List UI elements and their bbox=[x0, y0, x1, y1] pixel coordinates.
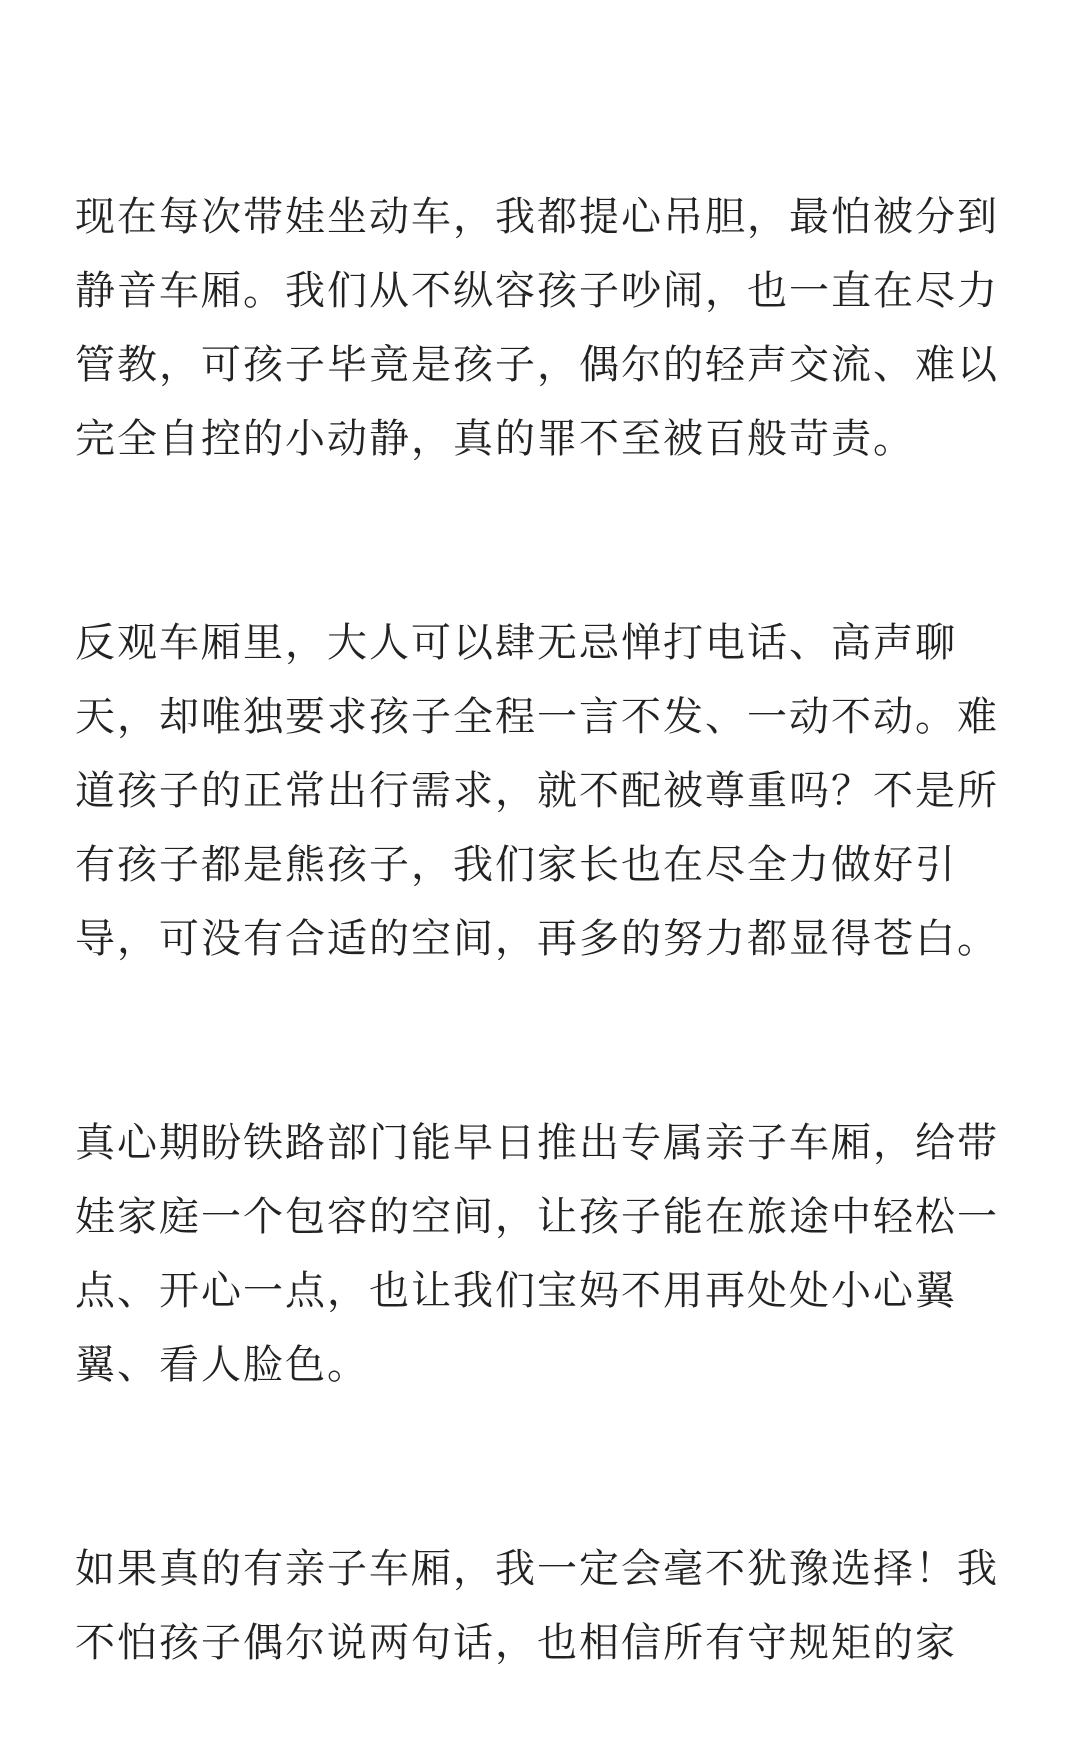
text-line: 导，可没有合适的空间，再多的努力都显得苍白。 bbox=[75, 916, 999, 962]
article-body bbox=[75, 180, 1005, 1680]
text-line: 真心期盼铁路部门能早日推出专属亲子车厢，给带 bbox=[75, 1120, 999, 1166]
paragraph-1 bbox=[75, 180, 1005, 476]
paragraph-2 bbox=[75, 606, 1005, 976]
text-line: 有孩子都是熊孩子，我们家长也在尽全力做好引 bbox=[75, 842, 957, 888]
text-line: 不怕孩子偶尔说两句话，也相信所有守规矩的家 bbox=[75, 1620, 957, 1666]
text-line: 静音车厢。我们从不纵容孩子吵闹，也一直在尽力 bbox=[75, 268, 999, 314]
paragraph-3 bbox=[75, 1106, 1005, 1402]
text-line: 翼、看人脸色。 bbox=[75, 1342, 369, 1388]
text-line: 如果真的有亲子车厢，我一定会毫不犹豫选择！我 bbox=[75, 1546, 999, 1592]
text-line: 点、开心一点，也让我们宝妈不用再处处小心翼 bbox=[75, 1268, 957, 1314]
text-line: 反观车厢里，大人可以肆无忌惮打电话、高声聊 bbox=[75, 620, 957, 666]
paragraph-4 bbox=[75, 1532, 1005, 1680]
text-line: 娃家庭一个包容的空间，让孩子能在旅途中轻松一 bbox=[75, 1194, 999, 1240]
text-line: 天，却唯独要求孩子全程一言不发、一动不动。难 bbox=[75, 694, 999, 740]
text-line: 管教，可孩子毕竟是孩子，偶尔的轻声交流、难以 bbox=[75, 342, 999, 388]
text-line: 现在每次带娃坐动车，我都提心吊胆，最怕被分到 bbox=[75, 194, 999, 240]
text-line: 完全自控的小动静，真的罪不至被百般苛责。 bbox=[75, 416, 915, 462]
text-line: 道孩子的正常出行需求，就不配被尊重吗？不是所 bbox=[75, 768, 999, 814]
